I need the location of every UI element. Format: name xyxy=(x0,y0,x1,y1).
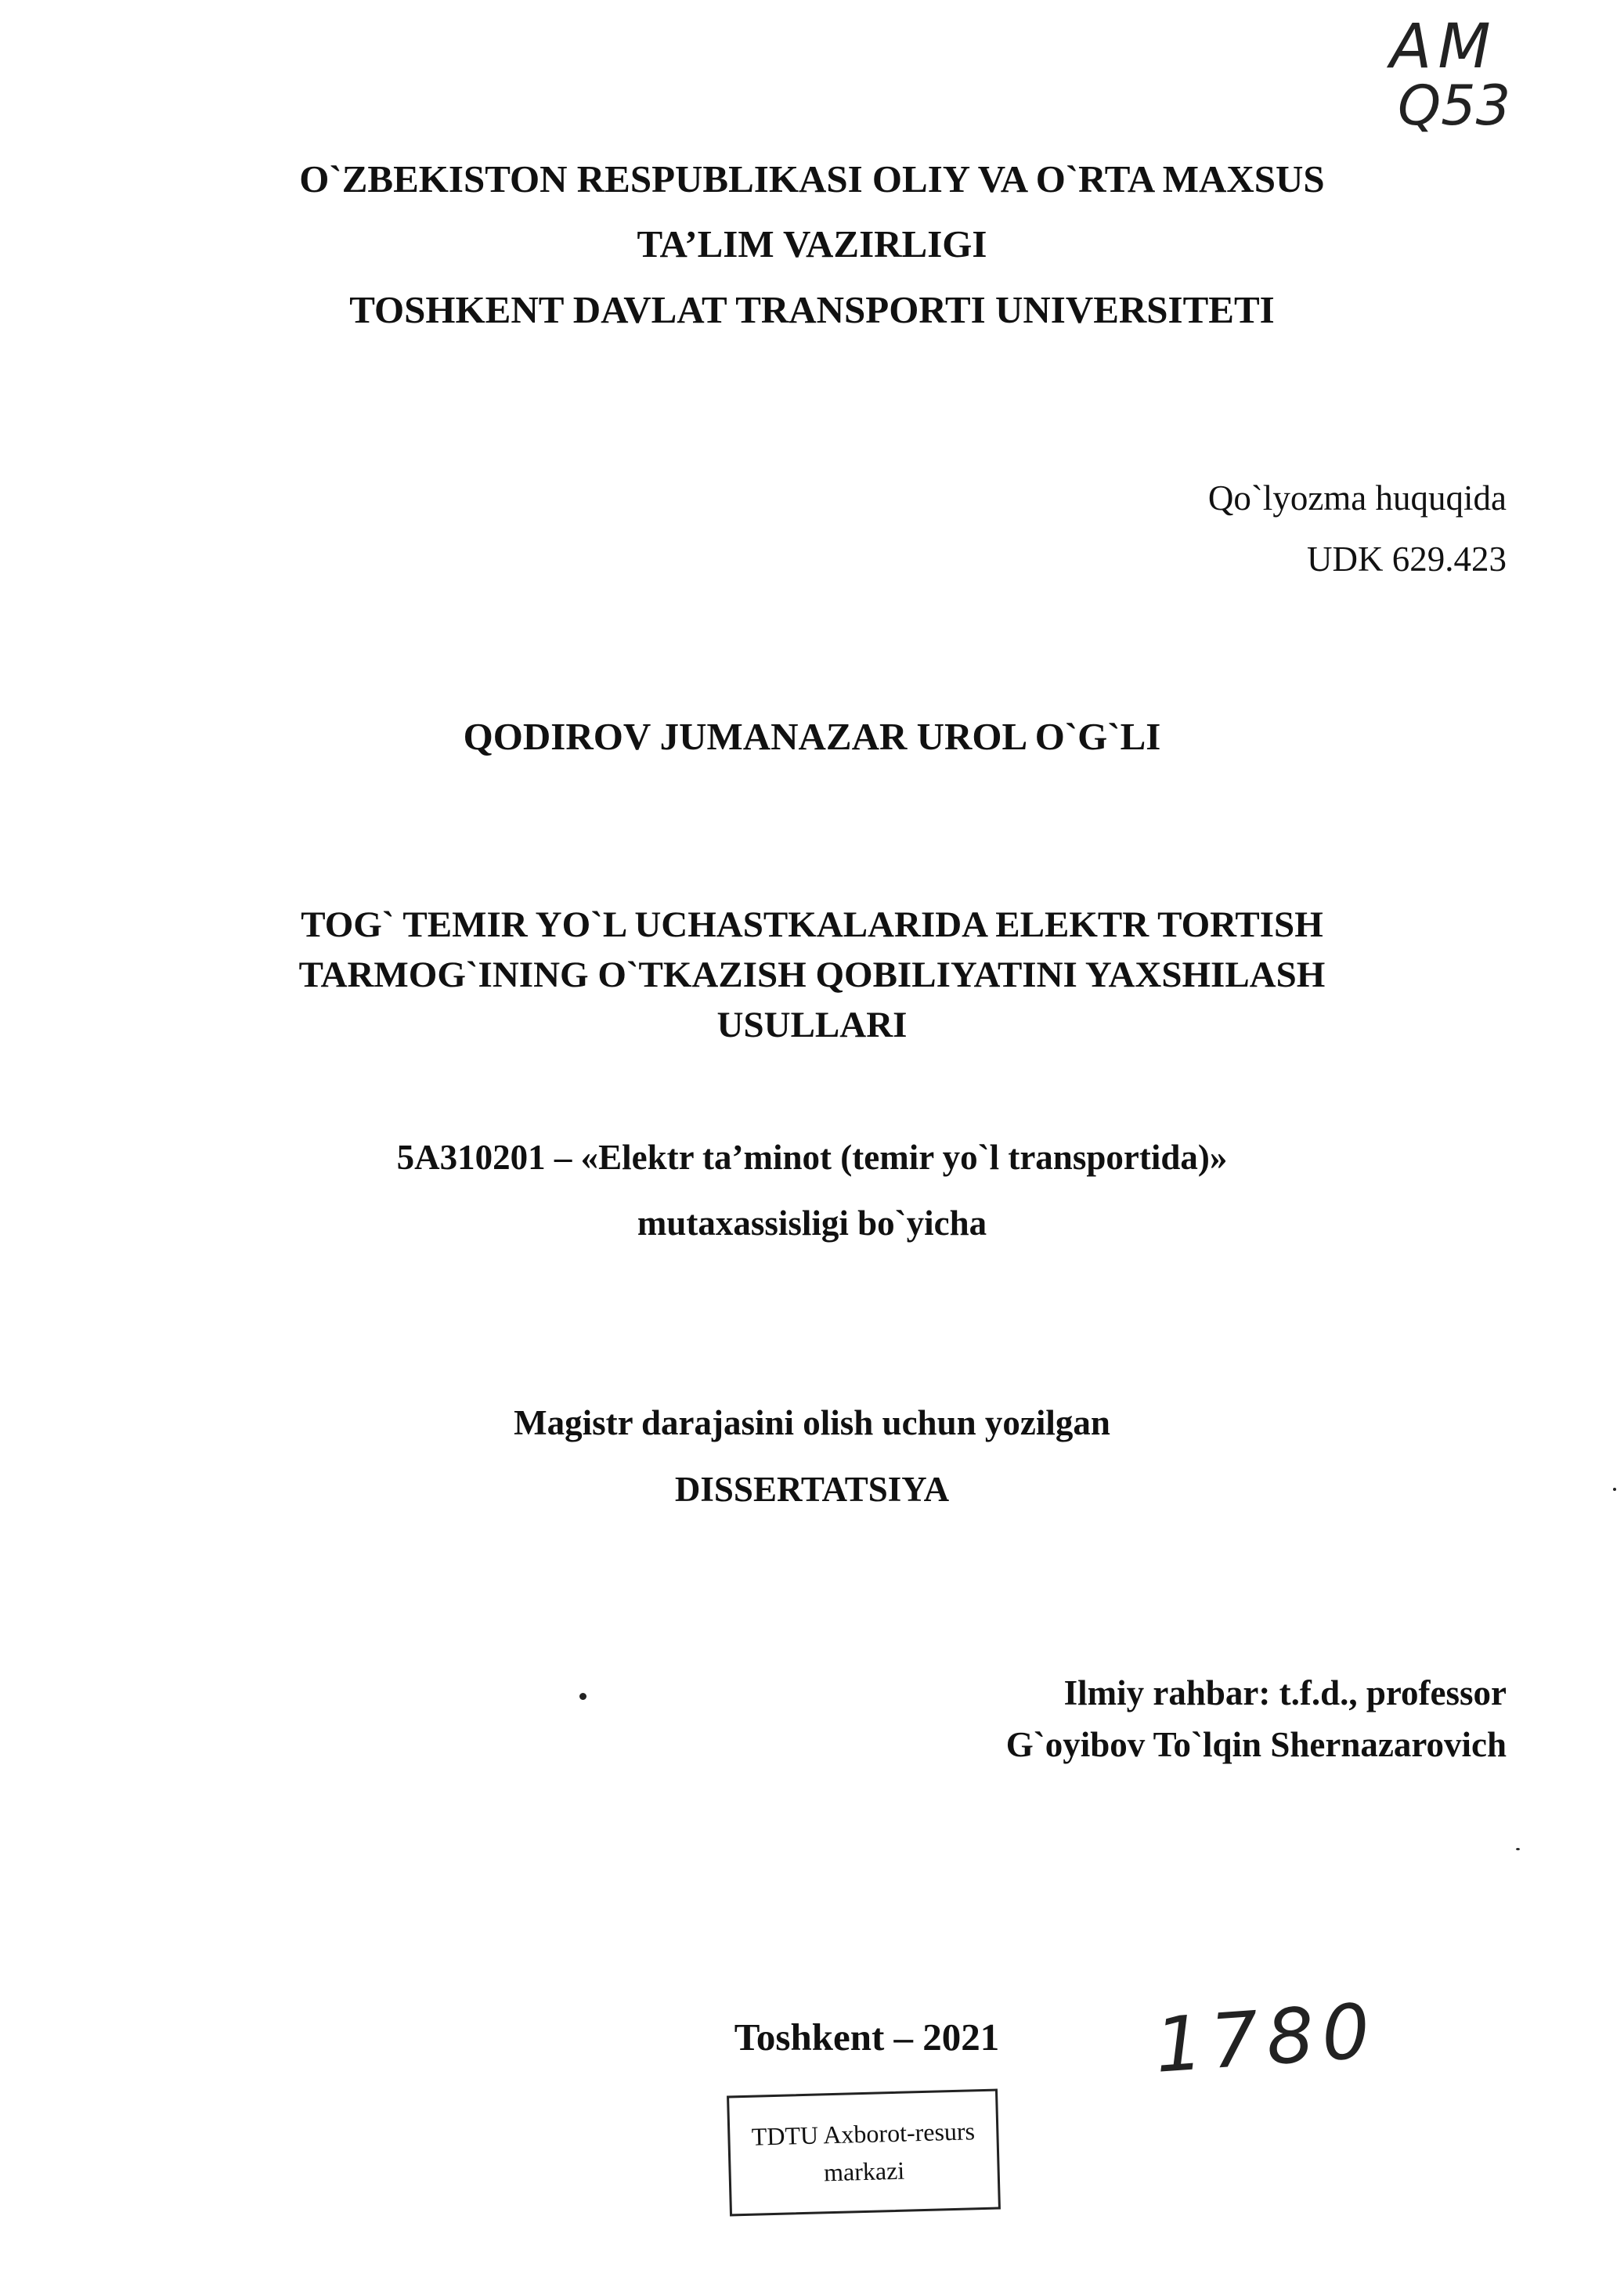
handwritten-code-q53: Q53 xyxy=(1398,74,1511,138)
author-name: QODIROV JUMANAZAR UROL O`G`LI xyxy=(463,715,1161,758)
thesis-title-line-1: TOG` TEMIR YO`L UCHASTKALARIDA ELEKTR TORTISH xyxy=(301,904,1323,945)
udk-code: UDK 629.423 xyxy=(1307,540,1507,579)
handwritten-inventory-number: 1780 xyxy=(1152,1987,1380,2090)
supervisor-name: G`oyibov To`lqin Shernazarovich xyxy=(1005,1725,1507,1764)
thesis-title-line-3: USULLARI xyxy=(716,1005,908,1045)
supervisor-title: Ilmiy rahbar: t.f.d., professor xyxy=(1063,1673,1507,1712)
ministry-line-1: O`ZBEKISTON RESPUBLIKASI OLIY VA O`RTA MAXSUS xyxy=(299,157,1325,200)
city-year: Toshkent – 2021 xyxy=(734,2016,1000,2059)
document-type: DISSERTATSIYA xyxy=(674,1470,950,1509)
library-stamp xyxy=(727,2088,1001,2216)
specialty-label: mutaxassisligi bo`yicha xyxy=(637,1204,987,1243)
scan-speck xyxy=(1613,1488,1616,1491)
thesis-title-line-2: TARMOG`INING O`TKAZISH QOBILIYATINI YAXSHILASH xyxy=(298,955,1326,995)
handwritten-code-am: AM xyxy=(1390,12,1497,82)
scan-speck xyxy=(579,1693,586,1700)
stamp-line-2: markazi xyxy=(823,2156,905,2187)
ministry-line-2: TA’LIM VAZIRLIGI xyxy=(637,222,987,265)
university-name: TOSHKENT DAVLAT TRANSPORTI UNIVERSITETI xyxy=(349,288,1275,331)
stamp-line-1: TDTU Axborot-resurs xyxy=(751,2117,976,2151)
manuscript-rights: Qo`lyozma huquqida xyxy=(1207,478,1507,518)
degree-purpose: Magistr darajasini olish uchun yozilgan xyxy=(514,1403,1110,1442)
specialty-code: 5A310201 – «Elektr ta’minot (temir yo`l transportida)» xyxy=(396,1138,1228,1177)
scan-speck xyxy=(1516,1848,1520,1850)
